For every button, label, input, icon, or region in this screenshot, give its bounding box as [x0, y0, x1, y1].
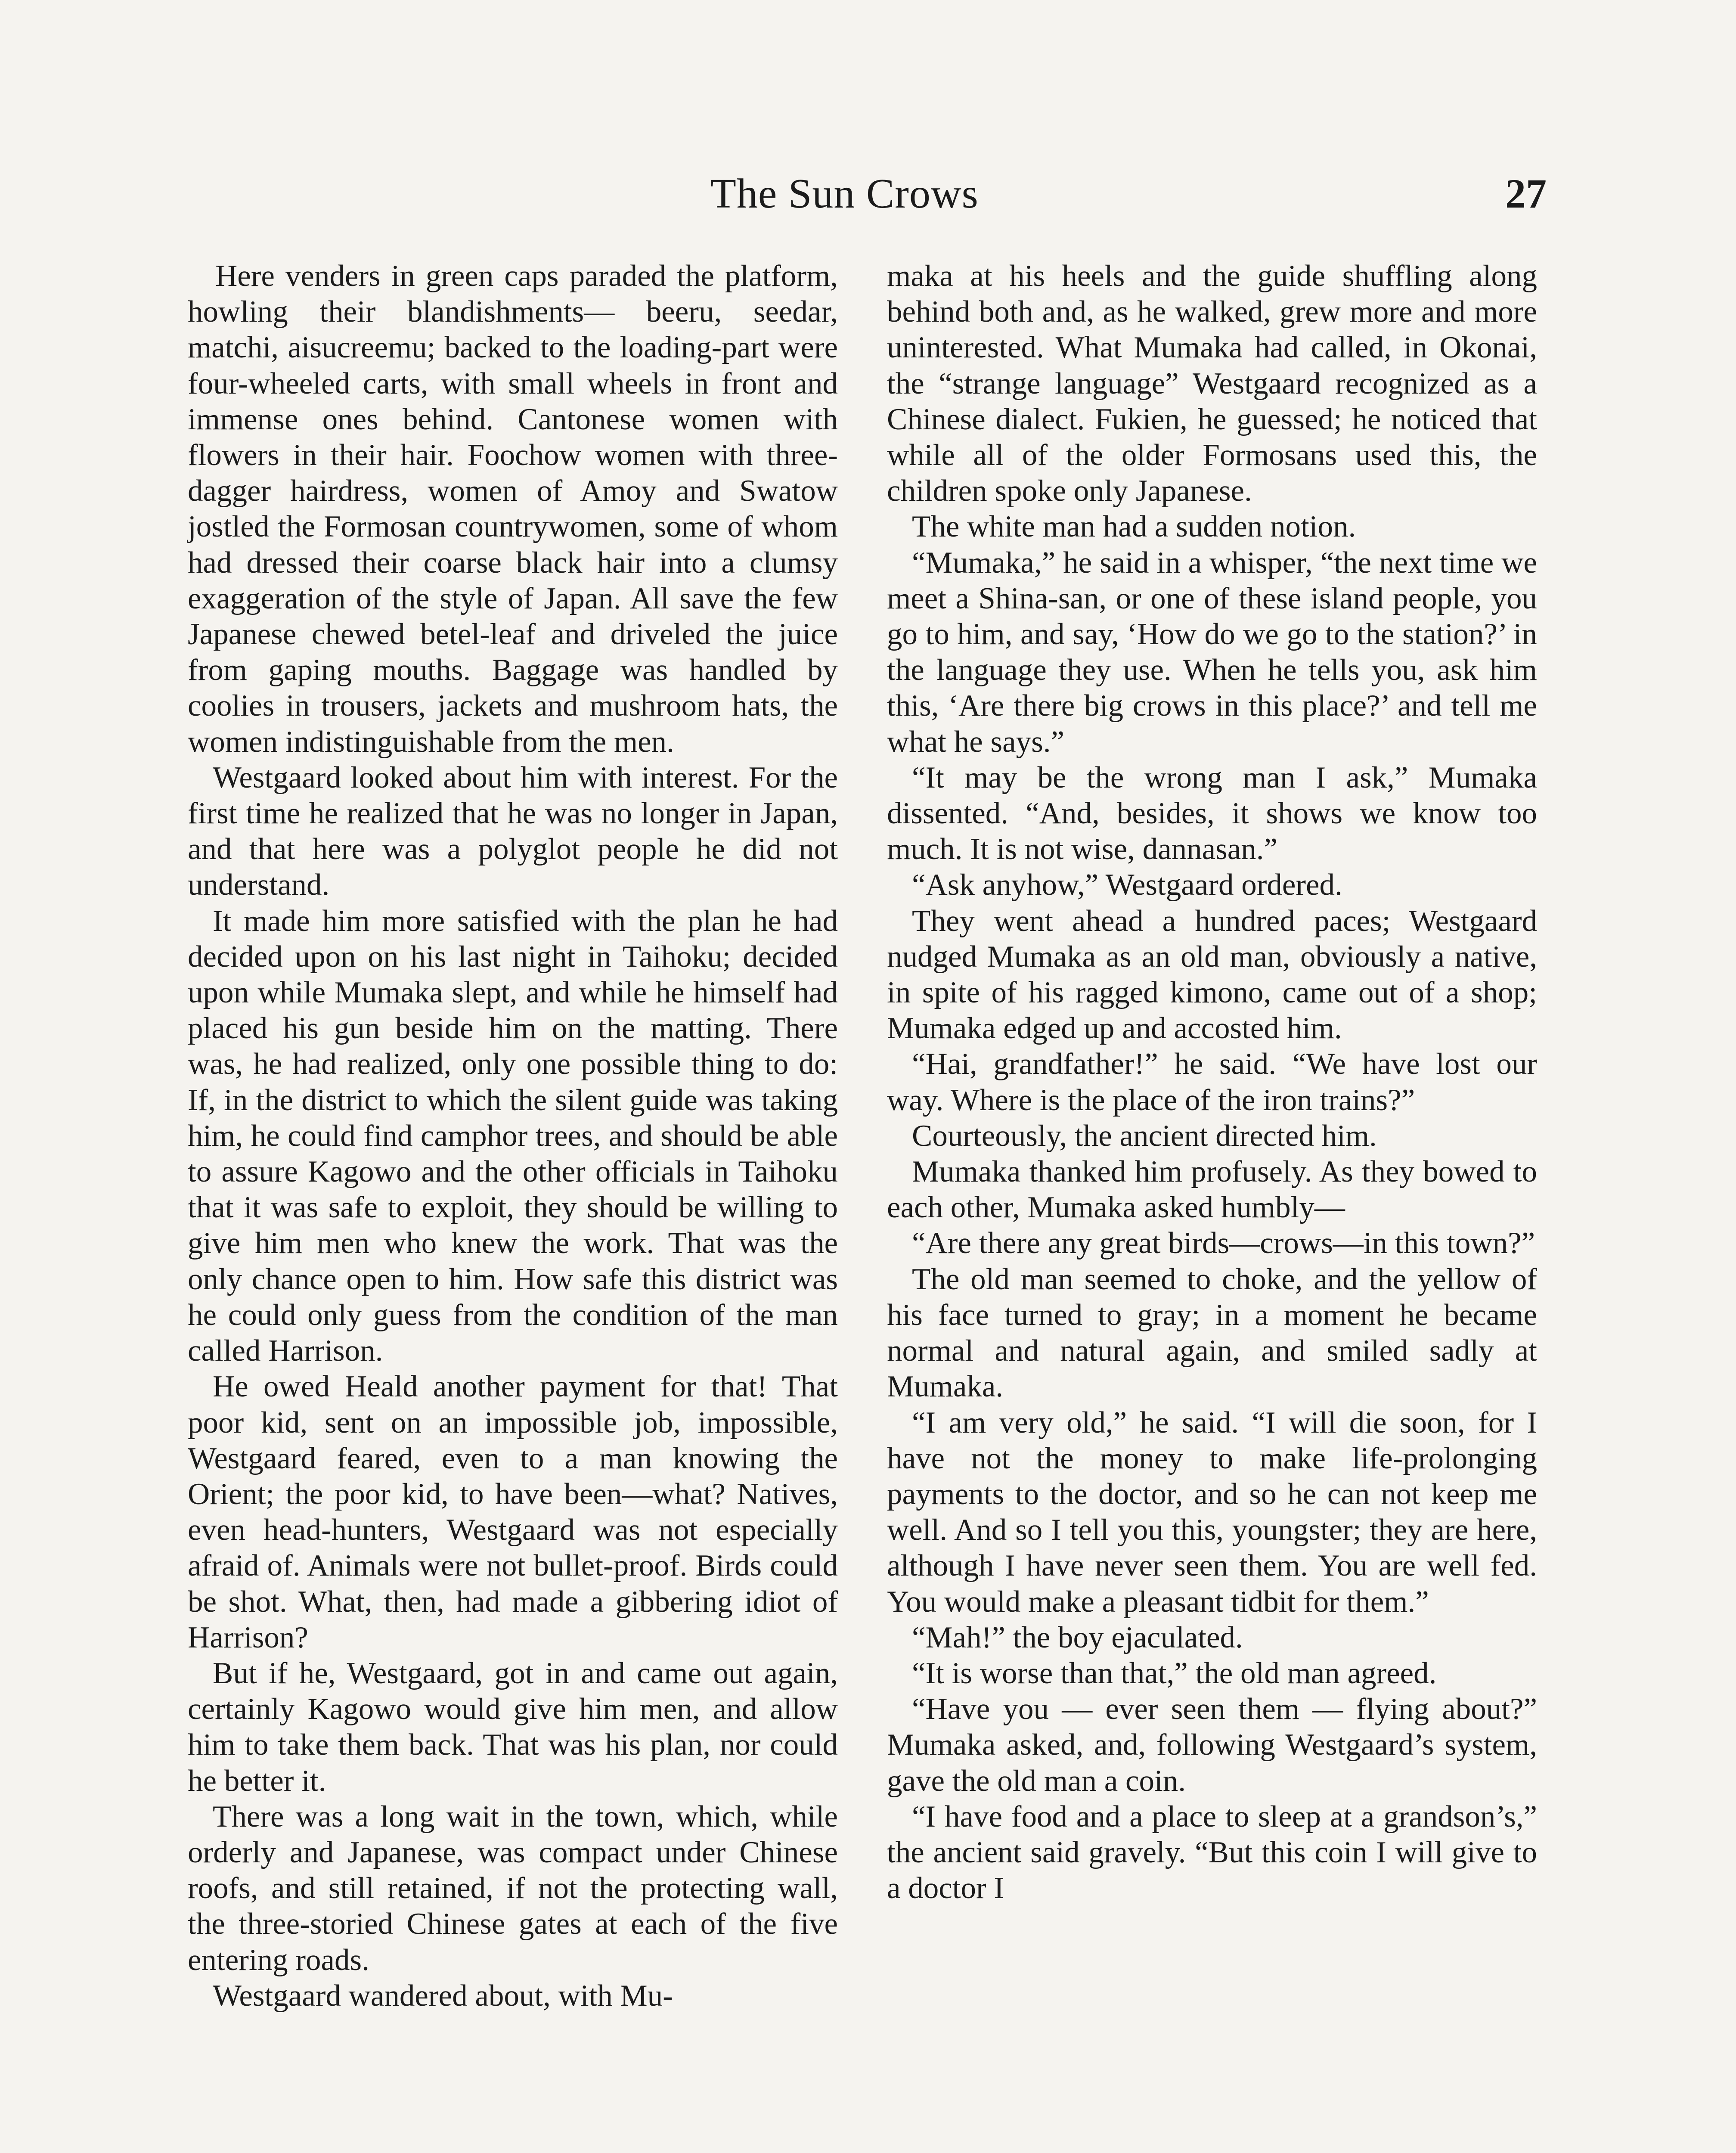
paragraph: There was a long wait in the town, which, while orderly and Japanese, was compact under Chinese roofs, and still retained, if not the protecting wall, the three-storied Chinese gates at each of the five entering roads.: [188, 1799, 838, 1977]
page-number: 27: [1505, 171, 1547, 217]
paragraph: Westgaard looked about him with interest. For the first time he realized that he was no longer in Japan, and that here was a polyglot people he did not understand.: [188, 760, 838, 902]
paragraph: Mumaka thanked him profusely. As they bowed to each other, Mumaka asked humbly—: [887, 1155, 1537, 1225]
paragraph: The white man had a sudden notion.: [912, 510, 1356, 544]
paragraph: “Are there any great birds—crows—in this town?”: [912, 1226, 1535, 1260]
running-head: [0, 164, 1736, 224]
paragraph: maka at his heels and the guide shuffling along behind both and, as he walked, grew more and more uninterested. What Mumaka had called, in Okonai, the “strange language” Westgaard recognized as a Chinese dialect. Fukien, he guessed; he noticed that while all of the older Formosans used this, the children spoke only Japanese.: [887, 259, 1537, 508]
paragraph: “Mah!” the boy ejaculated.: [912, 1620, 1243, 1654]
paragraph: Westgaard wandered about, with Mu-: [213, 1979, 673, 2013]
paragraph: But if he, Westgaard, got in and came out again, certainly Kagowo would give him men, and allow him to take them back. That was his plan, nor could he better it.: [188, 1656, 838, 1798]
paragraph: The old man seemed to choke, and the yellow of his face turned to gray; in a moment he became normal and natural again, and smiled sadly at Mumaka.: [887, 1262, 1537, 1404]
paragraph: Courteously, the ancient directed him.: [912, 1119, 1377, 1153]
right-text-column: [887, 258, 1537, 1906]
paragraph: “Mumaka,” he said in a whisper, “the next time we meet a Shina-san, or one of these island people, you go to him, and say, ‘How do we go to the station?’ in the language they use. When he tells you, ask him this, ‘Are there big crows in this place?’ and tell me what he says.”: [887, 546, 1537, 759]
paragraph: They went ahead a hundred paces; Westgaard nudged Mumaka as an old man, obviously a native, in spite of his ragged kimono, came out of a shop; Mumaka edged up and accosted him.: [887, 904, 1537, 1045]
paragraph: “Hai, grandfather!” he said. “We have lost our way. Where is the place of the iron trains?”: [887, 1047, 1537, 1117]
paragraph: He owed Heald another payment for that! That poor kid, sent on an impossible job, impossible, Westgaard feared, even to a man knowing the Orient; the poor kid, to have been—what? Natives, even head-hunters, Westgaard was not especially afraid of. Animals were not bullet-proof. Birds could be shot. What, then, had made a gibbering idiot of Harrison?: [188, 1370, 838, 1654]
paragraph: Here venders in green caps paraded the platform, howling their blandishments— beeru, seedar, matchi, aisucreemu; backed to the loading-part were four-wheeled carts, with small wheels in front and immense ones behind. Cantonese women with flowers in their hair. Foochow women with three-dagger hairdress, women of Amoy and Swatow jostled the Formosan countrywomen, some of whom had dressed their coarse black hair into a clumsy exaggeration of the style of Japan. All save the few Japanese chewed betel-leaf and driveled the juice from gaping mouths. Baggage was handled by coolies in trousers, jackets and mushroom hats, the women indistinguishable from the men.: [188, 259, 838, 759]
paragraph: “I have food and a place to sleep at a grandson’s,” the ancient said gravely. “But this coin I will give to a doctor I: [887, 1799, 1537, 1905]
paragraph: “Ask anyhow,” Westgaard ordered.: [912, 868, 1342, 902]
paragraph: “It may be the wrong man I ask,” Mumaka dissented. “And, besides, it shows we know too much. It is not wise, dannasan.”: [887, 760, 1537, 866]
paragraph: “It is worse than that,” the old man agreed.: [912, 1656, 1437, 1690]
paragraph: It made him more satisfied with the plan he had decided upon on his last night in Taihoku; decided upon while Mumaka slept, and while he himself had placed his gun beside him on the matting. There was, he had realized, only one possible thing to do: If, in the district to which the silent guide was taking him, he could find camphor trees, and should be able to assure Kagowo and the other officials in Taihoku that it was safe to exploit, they should be willing to give him men who knew the work. That was the only chance open to him. How safe this district was he could only guess from the condition of the man called Harrison.: [188, 904, 838, 1368]
running-title: The Sun Crows: [710, 171, 979, 217]
paragraph: “Have you — ever seen them — flying about?” Mumaka asked, and, following Westgaard’s system, gave the old man a coin.: [887, 1692, 1537, 1798]
left-text-column: [188, 258, 838, 2014]
paragraph: “I am very old,” he said. “I will die soon, for I have not the money to make life-prolonging payments to the doctor, and so he can not keep me well. And so I tell you this, youngster; they are here, although I have never seen them. You are well fed. You would make a pleasant tidbit for them.”: [887, 1405, 1537, 1619]
